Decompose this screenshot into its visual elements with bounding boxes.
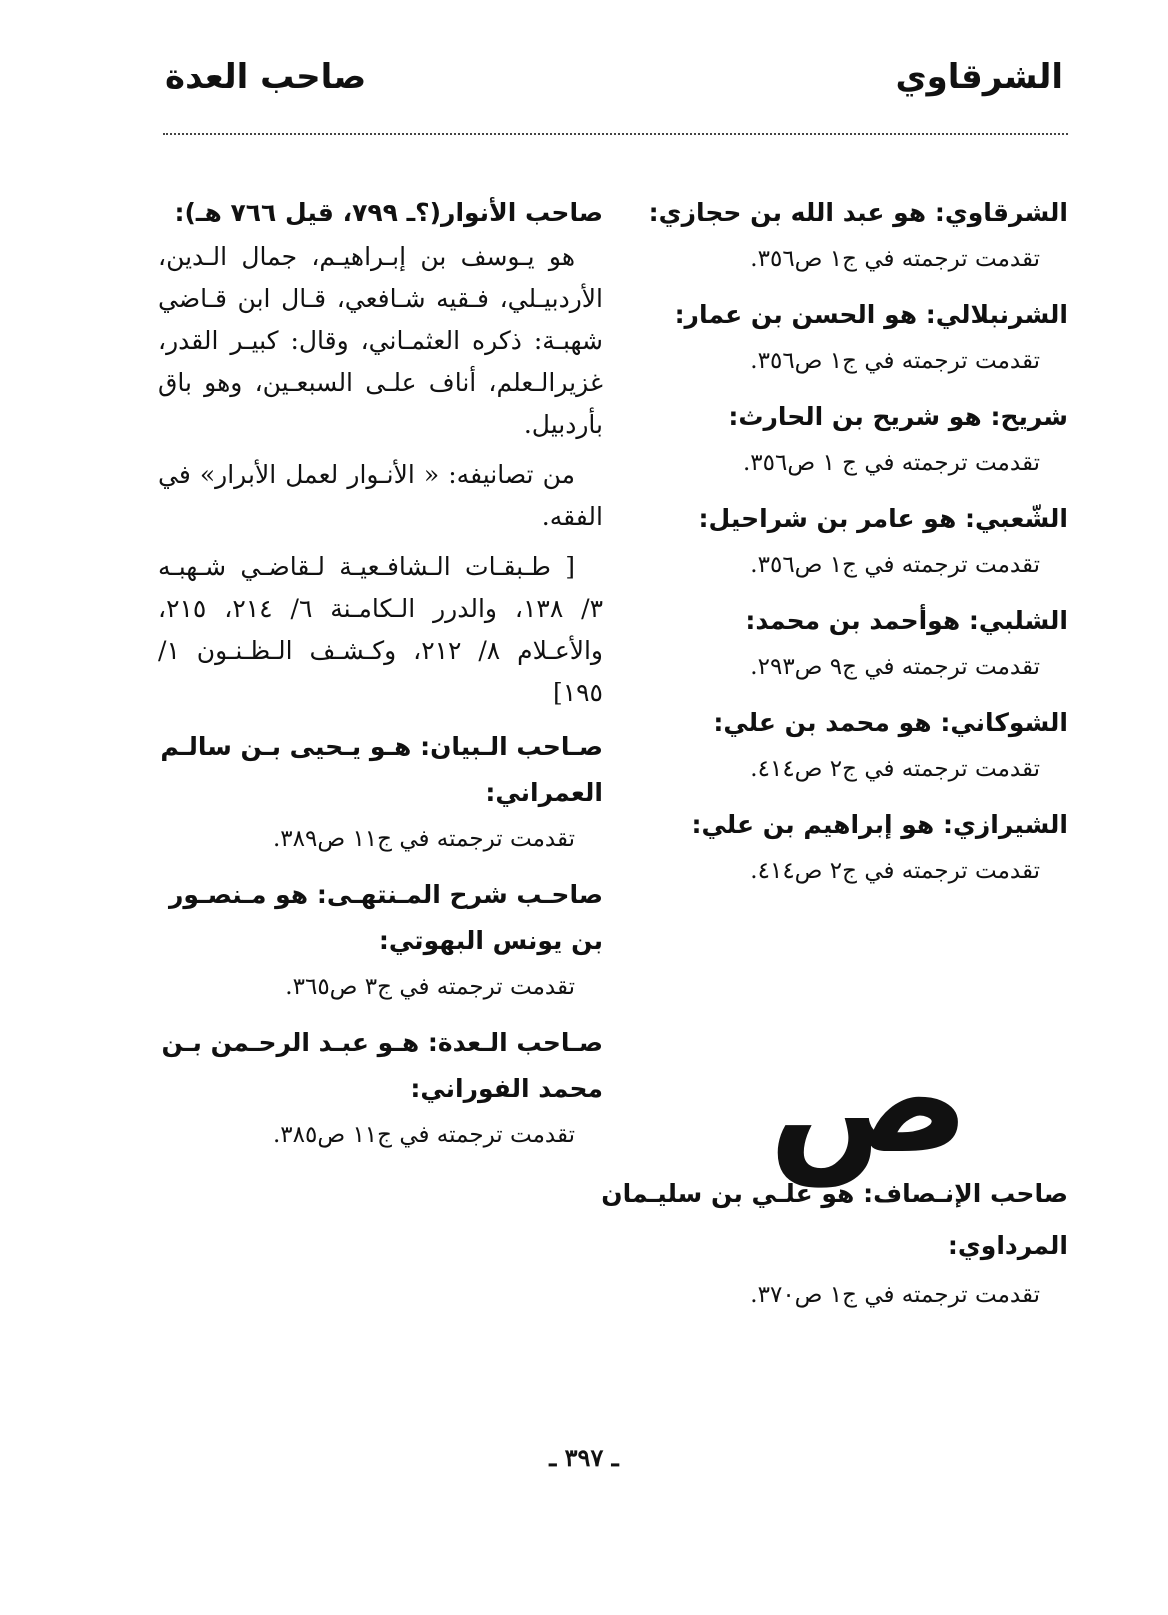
section-letter: ص: [768, 1013, 970, 1187]
entry-title: الشوكاني: هو محمد بن علي:: [713, 708, 1068, 737]
entry-ref: تقدمت ترجمته في ج١ ص٣٥٦.: [750, 552, 1040, 578]
page-number: ـ ٣٩٧ ـ: [549, 1443, 619, 1472]
entry-shalabi: [648, 598, 1068, 690]
entry-ref: تقدمت ترجمته في ج٢ ص٤١٤.: [750, 858, 1040, 884]
entry-title: صـاحب الـعدة: هـو عبـد الرحـمن بـن محمد الفوراني:: [161, 1028, 603, 1103]
entry-ref: تقدمت ترجمته في ج١١ ص٣٨٩.: [272, 826, 575, 852]
entry-title: الشّعبي: هو عامر بن شراحيل:: [698, 504, 1068, 533]
entry-ref: تقدمت ترجمته في ج٢ ص٤١٤.: [750, 756, 1040, 782]
entry-ref: تقدمت ترجمته في ج ١ ص٣٥٦.: [742, 450, 1040, 476]
entry-title: الشلبي: هوأحمد بن محمد:: [745, 606, 1068, 635]
entry-sharh-muntaha: [158, 872, 603, 1010]
entry-udda: [158, 1020, 603, 1158]
entry-sharqawi: [648, 190, 1068, 282]
entry-shurayh: [648, 394, 1068, 486]
right-column: [648, 190, 1068, 904]
running-header-left: صاحب العدة: [165, 57, 367, 97]
entry-title: صاحب الأنوار(؟ـ ٧٩٩، قيل ٧٦٦ هـ):: [174, 198, 603, 227]
entry-shabi: [648, 496, 1068, 588]
sources-text: [ طـبقـات الـشافـعيـة لـقاضـي شـهبـه ٣/ ١٣٨، والدرر الـكامـنة ٦/ ٢١٤، ٢١٥، والأعـلام ٨/ ٢١٢، وكـشـف الـظـنـون ١/ ١٩٥]: [158, 552, 604, 707]
entry-ref: تقدمت ترجمته في ج١ ص٣٥٦.: [750, 246, 1040, 272]
entry-insaf: [598, 1168, 1068, 1318]
entry-shurunbulali: [648, 292, 1068, 384]
biography-text: هو يـوسف بن إبـراهيـم، جمال الـدين، الأردبيـلي، فـقيه شـافعي، قـال ابن قـاضي شهبـة: ذكره العثمـاني، وقال: كبيـر القدر، غزيرالـعلم، أناف علـى السبعـين، وهو باق بأردبيل.: [158, 242, 603, 439]
entry-ref: تقدمت ترجمته في ج١ ص٣٥٦.: [750, 348, 1040, 374]
entry-ref: تقدمت ترجمته في ج١ ص٣٧٠.: [750, 1282, 1040, 1308]
entry-title: صاحب الإنـصاف: هو علـي بن سليـمان المرداوي:: [601, 1179, 1068, 1260]
entry-shawkani: [648, 700, 1068, 792]
works-text: من تصانيفه: « الأنـوار لعمل الأبرار» في الفقه.: [158, 460, 603, 531]
header-dotted-rule: [163, 133, 1068, 135]
entry-anwar: [158, 190, 603, 714]
entry-title: الشرقاوي: هو عبد الله بن حجازي:: [648, 198, 1068, 227]
entry-shirazi: [648, 802, 1068, 894]
left-column: [158, 190, 603, 1168]
entry-ref: تقدمت ترجمته في ج١١ ص٣٨٥.: [272, 1122, 575, 1148]
entry-title: شريح: هو شريح بن الحارث:: [728, 402, 1068, 431]
running-header-right: الشرقاوي: [895, 57, 1063, 97]
entry-bayan: [158, 724, 603, 862]
entry-title: صـاحب الـبيان: هـو يـحيى بـن سالـم العمراني:: [160, 732, 603, 807]
entry-title: صاحـب شرح المـنتهـى: هو مـنصـور بن يونس البهوتي:: [168, 880, 603, 955]
entry-title: الشيرازي: هو إبراهيم بن علي:: [691, 810, 1068, 839]
entry-title: الشرنبلالي: هو الحسن بن عمار:: [674, 300, 1068, 329]
entry-ref: تقدمت ترجمته في ج٣ ص٣٦٥.: [285, 974, 575, 1000]
entry-ref: تقدمت ترجمته في ج٩ ص٢٩٣.: [750, 654, 1040, 680]
